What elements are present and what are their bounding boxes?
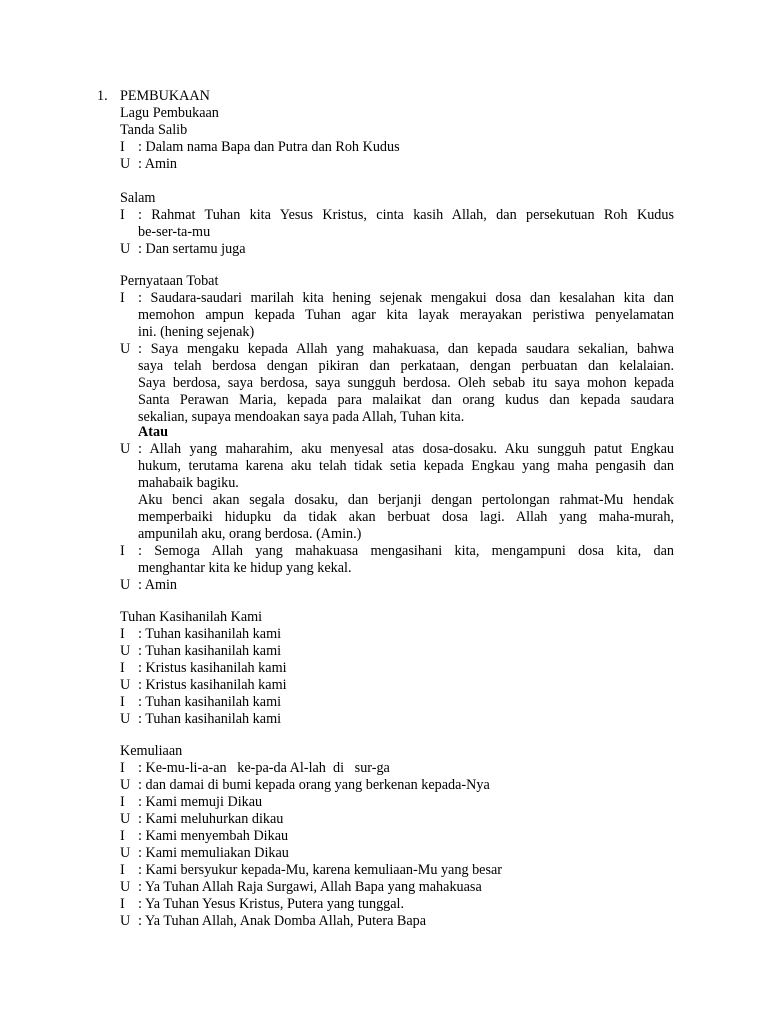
lagu-pembukaan-heading: Lagu Pembukaan xyxy=(120,105,219,121)
liturgy-line: : Kami bersyukur kepada-Mu, karena kemuliaan-Mu yang besar xyxy=(138,862,503,878)
liturgy-line: : Ya Tuhan Allah, Anak Domba Allah, Putera Bapa xyxy=(138,913,427,929)
speaker-label: U xyxy=(120,441,131,457)
liturgy-line: menghantar kita ke hidup yang kekal. xyxy=(138,560,352,576)
liturgy-line: Aku benci akan segala dosaku, dan berjanji dengan pertolongan rahmat-Mu hendak xyxy=(138,492,674,508)
speaker-label: I xyxy=(120,896,125,912)
speaker-label: I xyxy=(120,139,125,155)
speaker-label: U xyxy=(120,677,131,693)
tanda-salib-heading: Tanda Salib xyxy=(120,122,188,138)
salam-heading: Salam xyxy=(120,190,156,206)
section-title: PEMBUKAAN xyxy=(120,88,210,104)
liturgy-line: Saya berdosa, saya berdosa, saya sungguh berdosa. Oleh sebab itu saya mohon kepada xyxy=(138,375,674,391)
kasihanilah-heading: Tuhan Kasihanilah Kami xyxy=(120,609,263,625)
speaker-label: I xyxy=(120,660,125,676)
speaker-label: I xyxy=(120,794,125,810)
liturgy-line: : dan damai di bumi kepada orang yang berkenan kepada-Nya xyxy=(138,777,490,793)
liturgy-line: : Tuhan kasihanilah kami xyxy=(138,694,282,710)
speaker-label: U xyxy=(120,879,131,895)
liturgy-line: : Saudara-saudari marilah kita hening sejenak mengakui dosa dan kesalahan kita dan xyxy=(138,290,674,306)
liturgy-line: : Ya Tuhan Allah Raja Surgawi, Allah Bapa yang mahakuasa xyxy=(138,879,482,895)
liturgy-line: sekalian, supaya mendoakan saya pada Allah, Tuhan kita. xyxy=(138,409,465,425)
liturgy-line: memperbaiki hidupku da tidak akan berbuat dosa lagi. Allah yang maha-murah, xyxy=(138,509,674,525)
liturgy-line: : Rahmat Tuhan kita Yesus Kristus, cinta kasih Allah, dan persekutuan Roh Kudus xyxy=(138,207,674,223)
liturgy-line: : Allah yang maharahim, aku menyesal atas dosa-dosaku. Aku sungguh patut Engkau xyxy=(138,441,674,457)
liturgy-line: : Kami menyembah Dikau xyxy=(138,828,289,844)
speaker-label: I xyxy=(120,828,125,844)
speaker-label: U xyxy=(120,811,131,827)
liturgy-line: mahabaik bagiku. xyxy=(138,475,239,491)
speaker-label: I xyxy=(120,694,125,710)
liturgy-line: : Kami memuji Dikau xyxy=(138,794,263,810)
speaker-label: U xyxy=(120,845,131,861)
section-number: 1. xyxy=(97,88,108,104)
liturgy-line: : Dalam nama Bapa dan Putra dan Roh Kudus xyxy=(138,139,400,155)
speaker-label: U xyxy=(120,711,131,727)
liturgy-line: : Amin xyxy=(138,577,178,593)
liturgy-line: : Tuhan kasihanilah kami xyxy=(138,626,282,642)
speaker-label: I xyxy=(120,290,125,306)
liturgy-line: hukum, terutama karena aku telah tidak setia kepada Engkau yang maha pengasih dan xyxy=(138,458,674,474)
speaker-label: I xyxy=(120,543,125,559)
speaker-label: I xyxy=(120,862,125,878)
speaker-label: U xyxy=(120,643,131,659)
speaker-label: I xyxy=(120,760,125,776)
liturgy-line: memohon ampun kepada Tuhan agar kita layak merayakan peristiwa penyelamatan xyxy=(138,307,674,323)
liturgy-line: : Kami memuliakan Dikau xyxy=(138,845,289,861)
liturgy-line: Santa Perawan Maria, kepada para malaikat dan orang kudus dan kepada saudara xyxy=(138,392,674,408)
liturgy-line: : Ya Tuhan Yesus Kristus, Putera yang tunggal. xyxy=(138,896,405,912)
speaker-label: U xyxy=(120,241,131,257)
liturgy-line: : Dan sertamu juga xyxy=(138,241,246,257)
liturgy-line: ini. (hening sejenak) xyxy=(138,324,255,340)
liturgy-line: saya telah berdosa dengan pikiran dan perkataan, dengan perbuatan dan kelalaian. xyxy=(138,358,674,374)
liturgy-line: be-ser-ta-mu xyxy=(138,224,211,240)
liturgy-line: : Tuhan kasihanilah kami xyxy=(138,643,282,659)
speaker-label: U xyxy=(120,913,131,929)
liturgy-line: : Tuhan kasihanilah kami xyxy=(138,711,282,727)
liturgy-line: : Amin xyxy=(138,156,178,172)
liturgy-line: : Semoga Allah yang mahakuasa mengasihani kita, mengampuni dosa kita, dan xyxy=(138,543,674,559)
speaker-label: U xyxy=(120,577,131,593)
speaker-label: U xyxy=(120,777,131,793)
liturgy-line: : Kristus kasihanilah kami xyxy=(138,677,287,693)
speaker-label: I xyxy=(120,207,125,223)
kemuliaan-heading: Kemuliaan xyxy=(120,743,183,759)
liturgy-line: : Kami meluhurkan dikau xyxy=(138,811,284,827)
speaker-label: U xyxy=(120,156,131,172)
atau-label: Atau xyxy=(138,424,168,440)
speaker-label: U xyxy=(120,341,131,357)
liturgy-line: : Ke-mu-li-a-an ke-pa-da Al-lah di sur-ga xyxy=(138,760,390,776)
liturgy-line: : Kristus kasihanilah kami xyxy=(138,660,287,676)
speaker-label: I xyxy=(120,626,125,642)
tobat-heading: Pernyataan Tobat xyxy=(120,273,219,289)
liturgy-line: : Saya mengaku kepada Allah yang mahakuasa, dan kepada saudara sekalian, bahwa xyxy=(138,341,674,357)
liturgy-line: ampunilah aku, orang berdosa. (Amin.) xyxy=(138,526,362,542)
